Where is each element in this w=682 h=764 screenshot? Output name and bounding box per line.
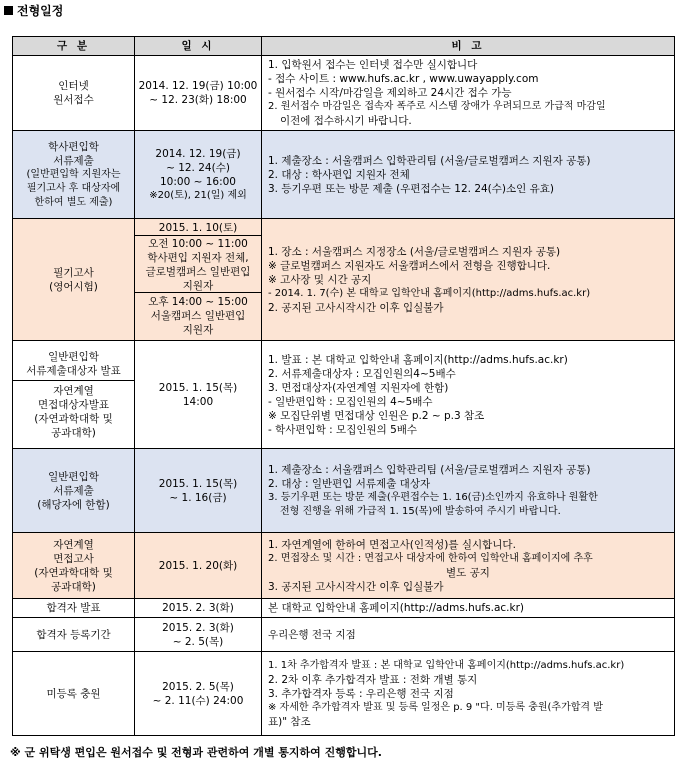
row-notes: 본 대학교 입학안내 홈페이지(http://adms.hufs.ac.kr) — [262, 599, 675, 618]
document-candidates-announcement: 일반편입학 서류제출대상자 발표 — [13, 346, 134, 381]
interview-candidates-announcement: 자연계열 면접대상자발표 (자연과학대학 및 공과대학) — [34, 385, 113, 439]
table-row — [13, 599, 675, 618]
row-date: 2015. 2. 3(화) ~ 2. 5(목) — [135, 618, 262, 652]
table-row — [13, 56, 675, 131]
row-notes: 1. 1차 추가합격자 발표 : 본 대학교 입학안내 홈페이지(http://adms.hufs.ac.kr) 2. 2차 이후 추가합격자 발표 : 전화 개별 통지 3. 추가합격자 등록 : 우리은행 전국 지점 ※ 자세한 추가합격자 발표 및 등록 일정은 p. 9 "다. 미등록 충원(추가합격 발 표)" 참조 — [262, 652, 675, 736]
section-heading: 전형일정 — [4, 2, 63, 19]
square-bullet-icon — [4, 6, 13, 15]
row-date: 2015. 2. 3(화) — [135, 599, 262, 618]
row-category: 학사편입학 서류제출 (일반편입학 지원자는 필기고사 후 대상자에 한하여 별도 제출) — [13, 131, 135, 219]
table-row — [13, 533, 675, 599]
table-row — [13, 131, 675, 219]
column-header-notes: 비 고 — [262, 37, 675, 56]
row-notes: 1. 장소 : 서울캠퍼스 지정장소 (서울/글로벌캠퍼스 지원자 공통) ※ 글로벌캠퍼스 지원자도 서울캠퍼스에서 전형을 진행합니다. ※ 고사장 및 시간 공지 - 2014. 1. 7(수) 본 대학교 입학안내 홈페이지(http://adms.hufs.ac.kr) 2. 공지된 고사시작시간 이후 입실불가 — [262, 219, 675, 341]
table-row — [13, 219, 675, 341]
row-category: 미등록 충원 — [13, 652, 135, 736]
row-notes: 1. 자연계열에 한하여 면접고사(인적성)를 실시합니다. 2. 면접장소 및 시간 : 면접고사 대상자에 한하여 입학안내 홈페이지에 추후 별도 공지 3. 공지된 고사시작시간 이후 입실불가 — [262, 533, 675, 599]
row-category: 일반편입학 서류제출 (해당자에 한함) — [13, 449, 135, 533]
schedule-table — [12, 36, 675, 736]
row-notes: 1. 제출장소 : 서울캠퍼스 입학관리팀 (서울/글로벌캠퍼스 지원자 공통) 2. 대상 : 일반편입 서류제출 대상자 3. 등기우편 또는 방문 제출(우편접수는 1. 16(금)소인까지 유효하나 원활한 전형 진행을 위해 가급적 1. 15(목)에 발송하여 주시기 바랍니다. — [262, 449, 675, 533]
row-date: 2014. 12. 19(금) ~ 12. 24(수) 10:00 ~ 16:00 ※20(토), 21(일) 제외 — [135, 131, 262, 219]
table-row — [13, 652, 675, 736]
row-date — [135, 219, 262, 341]
column-header-date: 일 시 — [135, 37, 262, 56]
exam-morning-session: 오전 10:00 ~ 11:00 학사편입 지원자 전체, 글로벌캠퍼스 일반편입 지원자 — [135, 236, 261, 293]
row-date: 2015. 2. 5(목) ~ 2. 11(수) 24:00 — [135, 652, 262, 736]
row-category: 필기고사 (영어시험) — [13, 219, 135, 341]
footnote: ※ 군 위탁생 편입은 원서접수 및 전형과 관련하여 개별 통지하여 진행합니다. — [10, 746, 382, 759]
row-notes: 1. 제출장소 : 서울캠퍼스 입학관리팀 (서울/글로벌캠퍼스 지원자 공통) 2. 대상 : 학사편입 지원자 전체 3. 등기우편 또는 방문 제출 (우편접수는 12. 24(수)소인 유효) — [262, 131, 675, 219]
exam-date: 2015. 1. 10(토) — [135, 221, 261, 236]
table-header-row — [13, 37, 675, 56]
row-date: 2015. 1. 20(화) — [135, 533, 262, 599]
row-notes: 우리은행 전국 지점 — [262, 618, 675, 652]
row-category: 합격자 등록기간 — [13, 618, 135, 652]
row-category — [13, 341, 135, 449]
row-category: 자연계열 면접고사 (자연과학대학 및 공과대학) — [13, 533, 135, 599]
table-row — [13, 618, 675, 652]
row-date: 2015. 1. 15(목) ~ 1. 16(금) — [135, 449, 262, 533]
row-date: 2015. 1. 15(목) 14:00 — [135, 341, 262, 449]
column-header-category: 구 분 — [13, 37, 135, 56]
exam-afternoon-session: 오후 14:00 ~ 15:00 서울캠퍼스 일반편입 지원자 — [148, 295, 248, 336]
row-date: 2014. 12. 19(금) 10:00 ~ 12. 23(화) 18:00 — [135, 56, 262, 131]
table-row — [13, 341, 675, 449]
row-notes: 1. 입학원서 접수는 인터넷 접수만 실시합니다 - 접수 사이트 : www.hufs.ac.kr , www.uwayapply.com - 원서접수 시작/마감일을 제외하고 24시간 접수 가능 2. 원서접수 마감일은 접속자 폭주로 시스템 장애가 우려되므로 가급적 마감일 이전에 접수하시기 바랍니다. — [262, 56, 675, 131]
row-category: 인터넷 원서접수 — [13, 56, 135, 131]
table-row — [13, 449, 675, 533]
row-notes: 1. 발표 : 본 대학교 입학안내 홈페이지(http://adms.hufs.ac.kr) 2. 서류제출대상자 : 모집인원의4~5배수 3. 면접대상자(자연계열 지원자에 한함) - 일반편입학 : 모집인원의 4~5배수 ※ 모집단위별 면접대상 인원은 p.2 ~ p.3 참조 - 학사편입학 : 모집인원의 5배수 — [262, 341, 675, 449]
row-category: 합격자 발표 — [13, 599, 135, 618]
